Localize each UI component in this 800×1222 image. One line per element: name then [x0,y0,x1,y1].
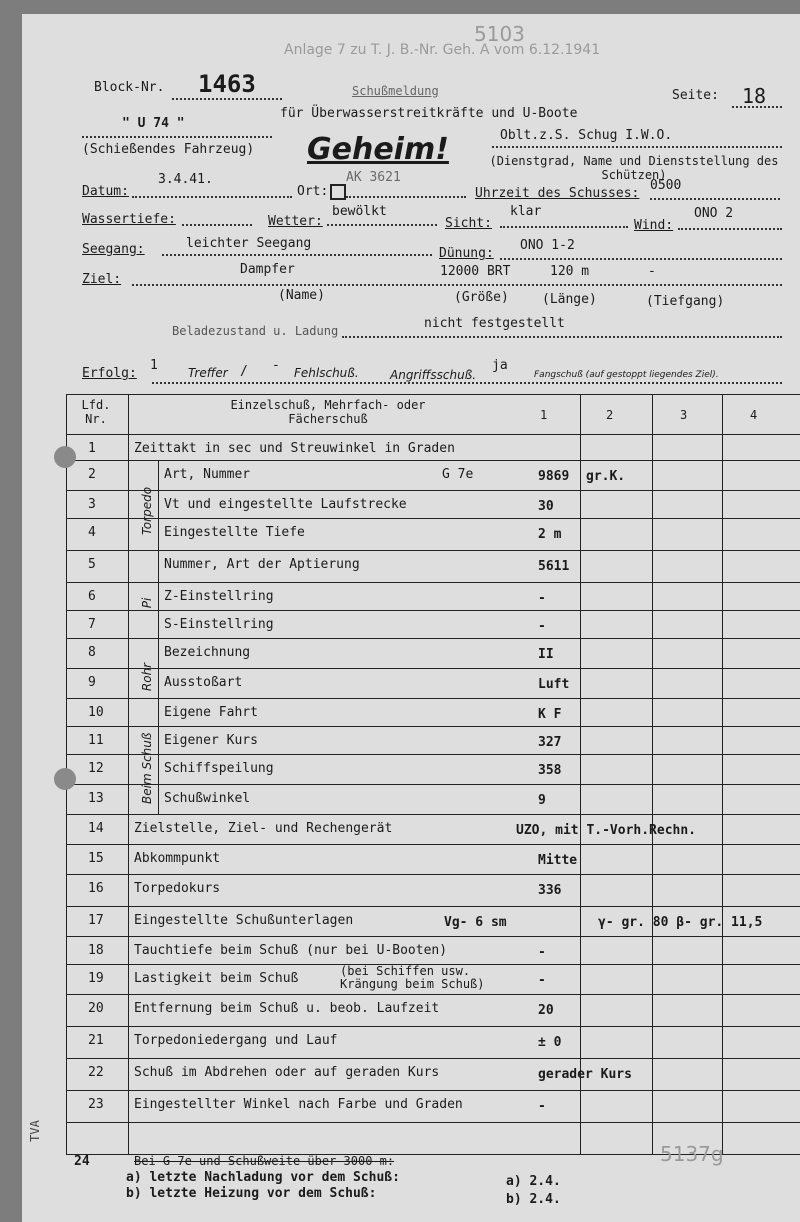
row-number: 16 [88,881,104,896]
catch-label: Fangschuß (auf gestoppt liegendes Ziel). [534,370,719,380]
table-rule [66,726,128,727]
block-number: 1463 [198,70,256,98]
table-rule [66,994,800,995]
row-label: Eigener Kurs [164,733,258,748]
col-1-header: 1 [540,408,548,422]
caption-length: (Länge) [542,292,597,307]
row-number: 1 [88,441,96,456]
row-value-1: - [538,591,546,606]
row-value-1: 358 [538,763,562,778]
success-label: Erfolg: [82,366,137,381]
table-rule [66,460,800,461]
row-value-1: 2 m [538,527,562,542]
visibility-label: Sicht: [445,216,492,231]
row-number: 20 [88,1001,104,1016]
misses-label: Fehlschuß. [294,366,359,380]
row-number: 21 [88,1033,104,1048]
row-number: 14 [88,821,104,836]
row-label: Torpedoniedergang und Lauf [134,1033,338,1048]
row-number: 2 [88,467,96,482]
row-extra: G 7e [442,467,474,482]
col-3-header: 3 [680,408,688,422]
row-value-1: Luft [538,677,570,692]
table-rule [128,582,800,583]
table-rule [652,394,653,1154]
row-label: Vt und eingestellte Laufstrecke [164,497,407,512]
table-rule [66,874,800,875]
row-label: Schußwinkel [164,791,251,806]
vessel-name: " U 74 " [122,116,185,131]
margin-mark: TVA [27,1120,42,1142]
table-rule [128,668,800,669]
row-24-a-value: a) 2.4. [506,1174,561,1189]
caption-name: (Name) [278,288,325,303]
time-label: Uhrzeit des Schusses: [475,186,640,201]
sea-state-label: Seegang: [82,242,145,257]
sea-state-value: leichter Seegang [186,236,312,251]
table-rule [66,518,128,519]
row-value-1: 336 [538,883,562,898]
row-value-1: 30 [538,499,554,514]
table-rule [66,906,800,907]
row-label: Schuß im Abdrehen oder auf geraden Kurs [134,1065,440,1080]
table-rule [128,610,800,611]
row-number: 3 [88,497,96,512]
secret-stamp: Geheim! [307,132,449,167]
row-value-2: γ- gr. 80 β- gr. 11,5 [598,915,763,930]
row-value-1: 5611 [538,559,570,574]
row-label: Art, Nummer [164,467,251,482]
group-label-schuss: Beim Schuß [140,732,154,804]
row-label: Ausstoßart [164,675,243,690]
table-rule [66,394,800,395]
row-value-1: 327 [538,735,562,750]
punch-hole [54,446,76,468]
table-rule [66,936,800,937]
row-value-1: Vg- 6 sm [444,915,507,930]
row-label: Eingestellter Winkel nach Farbe und Graden [134,1097,463,1112]
load-label: Beladezustand u. Ladung [172,324,339,338]
form-subtitle: für Überwasserstreitkräfte und U-Boote [280,106,578,121]
target-draft: - [648,264,656,279]
date-value: 3.4.41. [158,172,213,187]
row-label: Zeittakt in sec und Streuwinkel in Graden [134,441,455,456]
table-rule [580,394,581,1154]
row-value-1: K F [538,707,562,722]
swell-label: Dünung: [439,246,494,261]
table-rule [66,844,800,845]
table-rule [66,698,800,699]
block-label: Block-Nr. [94,80,165,95]
table-rule [128,754,800,755]
row-number: 19 [88,971,104,986]
row-value-2: gr.K. [586,469,626,484]
table-rule [66,434,800,435]
row-value-1: - [538,945,546,960]
row-number: 18 [88,943,104,958]
table-rule [66,1026,800,1027]
row-24-b: b) letzte Heizung vor dem Schuß: [126,1186,377,1201]
archive-stamp-number: 5103 [474,22,525,46]
table-rule [66,784,128,785]
swell-value: ONO 1-2 [520,238,575,253]
row-value-1: 9 [538,793,546,808]
bottom-stamp: 5137g [660,1142,724,1166]
row-label: Eingestellte Schußunterlagen [134,913,354,928]
row-value-1: gerader Kurs [538,1067,632,1082]
table-rule [66,490,128,491]
page-label: Seite: [672,88,719,103]
page-number: 18 [742,84,767,108]
target-length: 120 m [550,264,590,279]
shooter-value: Oblt.z.S. Schug I.W.O. [500,128,673,143]
row-label: Abkommpunkt [134,851,221,866]
group-label-pi: Pi [140,597,154,609]
row-number: 4 [88,525,96,540]
table-rule [66,582,128,583]
row-number: 6 [88,589,96,604]
row-label: Eigene Fahrt [164,705,258,720]
table-rule [66,1058,800,1059]
table-rule [66,610,128,611]
row-value-1: ± 0 [538,1035,562,1050]
form-title: Schußmeldung [352,84,439,98]
row-value-1: 20 [538,1003,554,1018]
table-rule [722,394,723,1154]
caption-size: (Größe) [454,290,509,305]
col-nr-header: Lfd. Nr. [81,398,111,426]
table-rule [66,638,800,639]
misses-value: - [272,358,280,373]
group-label-torpedo: Torpedo [140,486,154,536]
col-4-header: 4 [750,408,758,422]
row-label: Zielstelle, Ziel- und Rechengerät [134,821,393,836]
row-number: 15 [88,851,104,866]
row-24-a: a) letzte Nachladung vor dem Schuß: [126,1170,400,1185]
document-page [22,14,800,1222]
wind-label: Wind: [634,218,674,233]
weather-label: Wetter: [268,214,323,229]
target-label: Ziel: [82,272,122,287]
row-number: 17 [88,913,104,928]
row-value-1: Mitte [538,853,578,868]
row-24-b-value: b) 2.4. [506,1192,561,1207]
col-2-header: 2 [606,408,614,422]
row-label: Entfernung beim Schuß u. beob. Laufzeit [134,1001,440,1016]
col-desc-header: Einzelschuß, Mehrfach- oder Fächerschuß [230,398,426,426]
place-box [330,184,346,200]
time-value: 0500 [650,178,682,193]
row-label: Torpedokurs [134,881,221,896]
row-number: 9 [88,675,96,690]
attack-value: ja [492,358,508,373]
caption-draft: (Tiefgang) [646,294,725,309]
visibility-value: klar [510,204,542,219]
weather-value: bewölkt [332,204,387,219]
row-number: 7 [88,617,96,632]
row-label: Eingestellte Tiefe [164,525,305,540]
vessel-caption: (Schießendes Fahrzeug) [82,142,255,157]
hits-separator: / [240,364,248,379]
water-depth-label: Wassertiefe: [82,212,176,227]
hits-value: 1 [150,358,158,373]
row-label: Bezeichnung [164,645,251,660]
row-label: Z-Einstellring [164,589,274,604]
row-value-1: UZO, mit T.-Vorh.Rechn. [516,823,697,838]
row-value-1: - [538,619,546,634]
load-value: nicht festgestellt [424,316,565,331]
row-24-struck-text: Bei G 7e und Schußweite über 3000 m: [134,1154,395,1168]
table-rule [128,394,129,1154]
table-rule [66,1090,800,1091]
row-number: 23 [88,1097,104,1112]
table-rule [128,784,800,785]
group-label-rohr: Rohr [140,662,154,692]
wind-value: ONO 2 [694,206,734,221]
row-label: Lastigkeit beim Schuß [134,971,299,986]
row-label: S-Einstellring [164,617,274,632]
table-rule [158,460,159,814]
table-rule [66,1122,800,1123]
archive-stamp-line: Anlage 7 zu T. J. B.-Nr. Geh. A vom 6.12.1941 [284,42,601,58]
row-number: 10 [88,705,104,720]
shooter-caption: (Dienstgrad, Name und Dienststellung des Schützen) [489,154,779,182]
table-rule [66,814,800,815]
hits-label: Treffer [188,366,228,380]
table-rule [66,668,128,669]
date-label: Datum: [82,184,129,199]
table-rule [66,754,128,755]
attack-label: Angriffsschuß. [390,368,477,382]
row-label: Nummer, Art der Aptierung [164,557,360,572]
row-value-1: - [538,1099,546,1114]
table-rule [66,550,800,551]
row-value-1: 9869 [538,469,570,484]
row-number: 12 [88,761,104,776]
row-24-number: 24 [74,1154,90,1169]
target-size: 12000 BRT [440,264,511,279]
row-value-1: - [538,973,546,988]
row-label: Tauchtiefe beim Schuß (nur bei U-Booten) [134,943,448,958]
target-name: Dampfer [240,262,295,277]
row-label: Schiffspeilung [164,761,274,776]
table-rule [128,726,800,727]
table-rule [128,518,800,519]
place-value: AK 3621 [346,170,401,185]
punch-hole [54,768,76,790]
row-number: 5 [88,557,96,572]
place-label: Ort: [297,184,329,199]
row-number: 11 [88,733,104,748]
row-number: 22 [88,1065,104,1080]
row-number: 8 [88,645,96,660]
row-extra: (bei Schiffen usw. Krängung beim Schuß) [340,964,485,991]
row-number: 13 [88,791,104,806]
row-value-1: II [538,647,554,662]
table-rule [128,490,800,491]
